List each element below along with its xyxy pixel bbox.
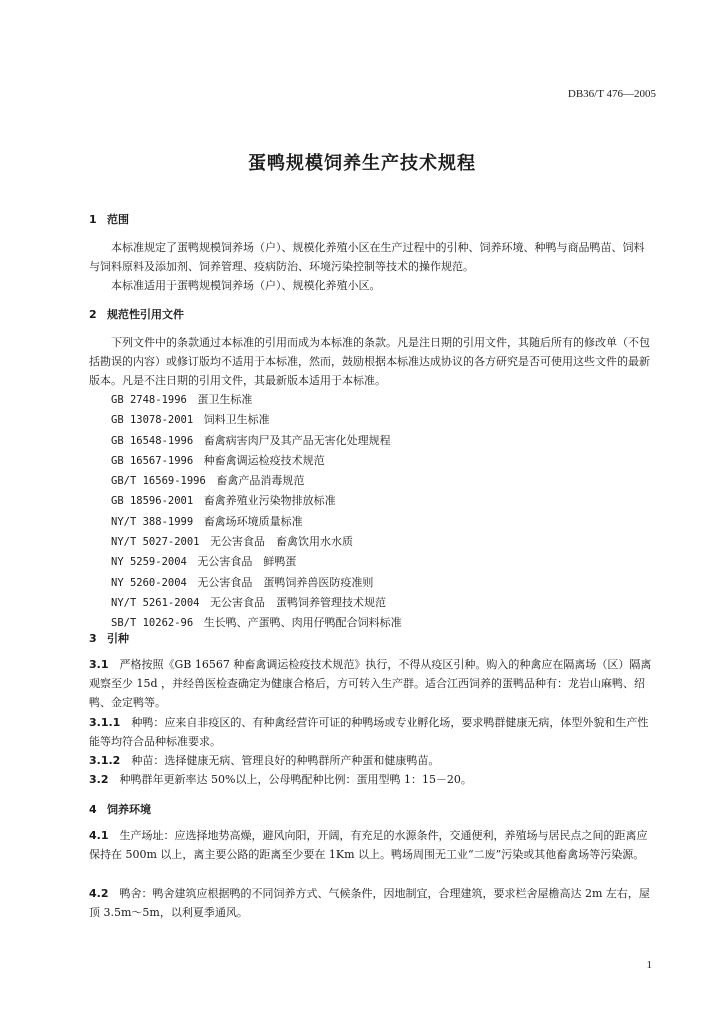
section-1-heading (89, 211, 129, 227)
section-number: 2 (89, 308, 97, 321)
page-number: 1 (646, 959, 652, 971)
clause-number: 4.1 (89, 829, 109, 842)
clause-4-1 (89, 826, 655, 864)
clause-4-2 (89, 884, 655, 922)
clause-number: 3.1 (89, 658, 109, 671)
reference-item: GB/T 16569-1996 畜禽产品消毒规范 (111, 474, 305, 488)
clause-text: 鸭舍：鸭舍建筑应根据鸭的不同饲养方式、气候条件，因地制宜，合理建筑，要求栏舍屋檐高达 2m 左右，屋顶 3.5m～5m，以利夏季通风。 (89, 887, 650, 919)
scope-paragraph-1: 本标准规定了蛋鸭规模饲养场（户）、规模化养殖小区在生产过程中的引种、饲养环境、种鸭与商品鸭苗、饲料与饲料原料及添加剂、饲养管理、疫病防治、环境污染控制等技术的操作规范。 (89, 241, 645, 273)
section-title: 规范性引用文件 (107, 308, 184, 321)
reference-item: GB 2748-1996 蛋卫生标准 (111, 393, 253, 406)
clause-3-2 (89, 770, 655, 789)
clause-number: 3.1.1 (89, 716, 121, 729)
normative-references-intro: 下列文件中的条款通过本标准的引用而成为本标准的条款。凡是注日期的引用文件，其随后所有的修改单（不包括勘误的内容）或修订版均不适用于本标准，然而，鼓励根据本标准达成协议的各方研究是否可使用这些文件的最新版本。凡是不注日期的引用文件，其最新版本适用于本标准。 (89, 336, 650, 387)
clause-text: 严格按照《GB 16567 种畜禽调运检疫技术规范》执行，不得从疫区引种。购入的种禽应在隔离场（区）隔离观察至少 15d ，并经兽医检查确定为健康合格后，方可转入生产群。适合江西饲养的蛋鸭品种有：龙岩山麻鸭、绍鸭、金定鸭等。 (89, 658, 652, 709)
document-title: 蛋鸭规模饲养生产技术规程 (248, 153, 476, 174)
clause-text: 生产场址：应选择地势高燥，避风向阳，开阔，有充足的水源条件，交通便利，养殖场与居民点之间的距离应保持在 500m 以上，离主要公路的距离至少要在 1Km 以上。鸭场周围无工业“二废”污染或其他畜禽场等污染源。 (89, 829, 648, 861)
clause-number: 3.1.2 (89, 754, 121, 767)
section-number: 4 (89, 803, 97, 816)
reference-item: NY/T 5261-2004 无公害食品 蛋鸭饲养管理技术规范 (111, 595, 387, 609)
clause-number: 3.2 (89, 773, 109, 786)
reference-item: GB 18596-2001 畜禽养殖业污染物排放标准 (111, 494, 336, 508)
scope-paragraph-2: 本标准适用于蛋鸭规模饲养场（户）、规模化养殖小区。 (111, 279, 381, 292)
reference-item: GB 13078-2001 饲料卫生标准 (111, 413, 270, 427)
reference-list (111, 390, 402, 634)
reference-item: NY/T 388-1999 畜禽场环境质量标准 (111, 514, 303, 528)
reference-item: NY 5259-2004 无公害食品 鲜鸭蛋 (111, 555, 297, 569)
reference-item: NY/T 5027-2001 无公害食品 畜禽饮用水水质 (111, 535, 354, 549)
clause-3-1 (89, 655, 655, 712)
clause-text: 种苗：选择健康无病、管理良好的种鸭群所产种蛋和健康鸭苗。 (131, 754, 440, 767)
clause-3-1-1 (89, 713, 655, 751)
reference-item: NY 5260-2004 无公害食品 蛋鸭饲养兽医防疫准则 (111, 575, 374, 589)
standard-code: DB36/T 476—2005 (567, 88, 656, 100)
section-title: 引种 (107, 632, 129, 645)
reference-item: SB/T 10262-96 生长鸭、产蛋鸭、肉用仔鸭配合饲料标准 (111, 616, 402, 630)
section-4-heading (89, 801, 151, 817)
clause-3-1-2 (89, 751, 655, 770)
section-2-heading (89, 306, 184, 322)
reference-item: GB 16567-1996 种畜禽调运检疫技术规范 (111, 453, 325, 467)
section-3-heading (89, 630, 129, 646)
section-title: 范围 (107, 213, 129, 226)
reference-item: GB 16548-1996 畜禽病害肉尸及其产品无害化处理规程 (111, 433, 391, 447)
clause-number: 4.2 (89, 887, 109, 900)
section-number: 3 (89, 632, 97, 645)
clause-text: 种鸭：应来自非疫区的、有种禽经营许可证的种鸭场或专业孵化场，要求鸭群健康无病，体型外貌和生产性能等均符合品种标准要求。 (89, 716, 649, 748)
section-number: 1 (89, 213, 97, 226)
clause-text: 种鸭群年更新率达 50%以上，公母鸭配种比例：蛋用型鸭 1：15－20。 (119, 773, 472, 786)
section-title: 饲养环境 (107, 803, 151, 816)
